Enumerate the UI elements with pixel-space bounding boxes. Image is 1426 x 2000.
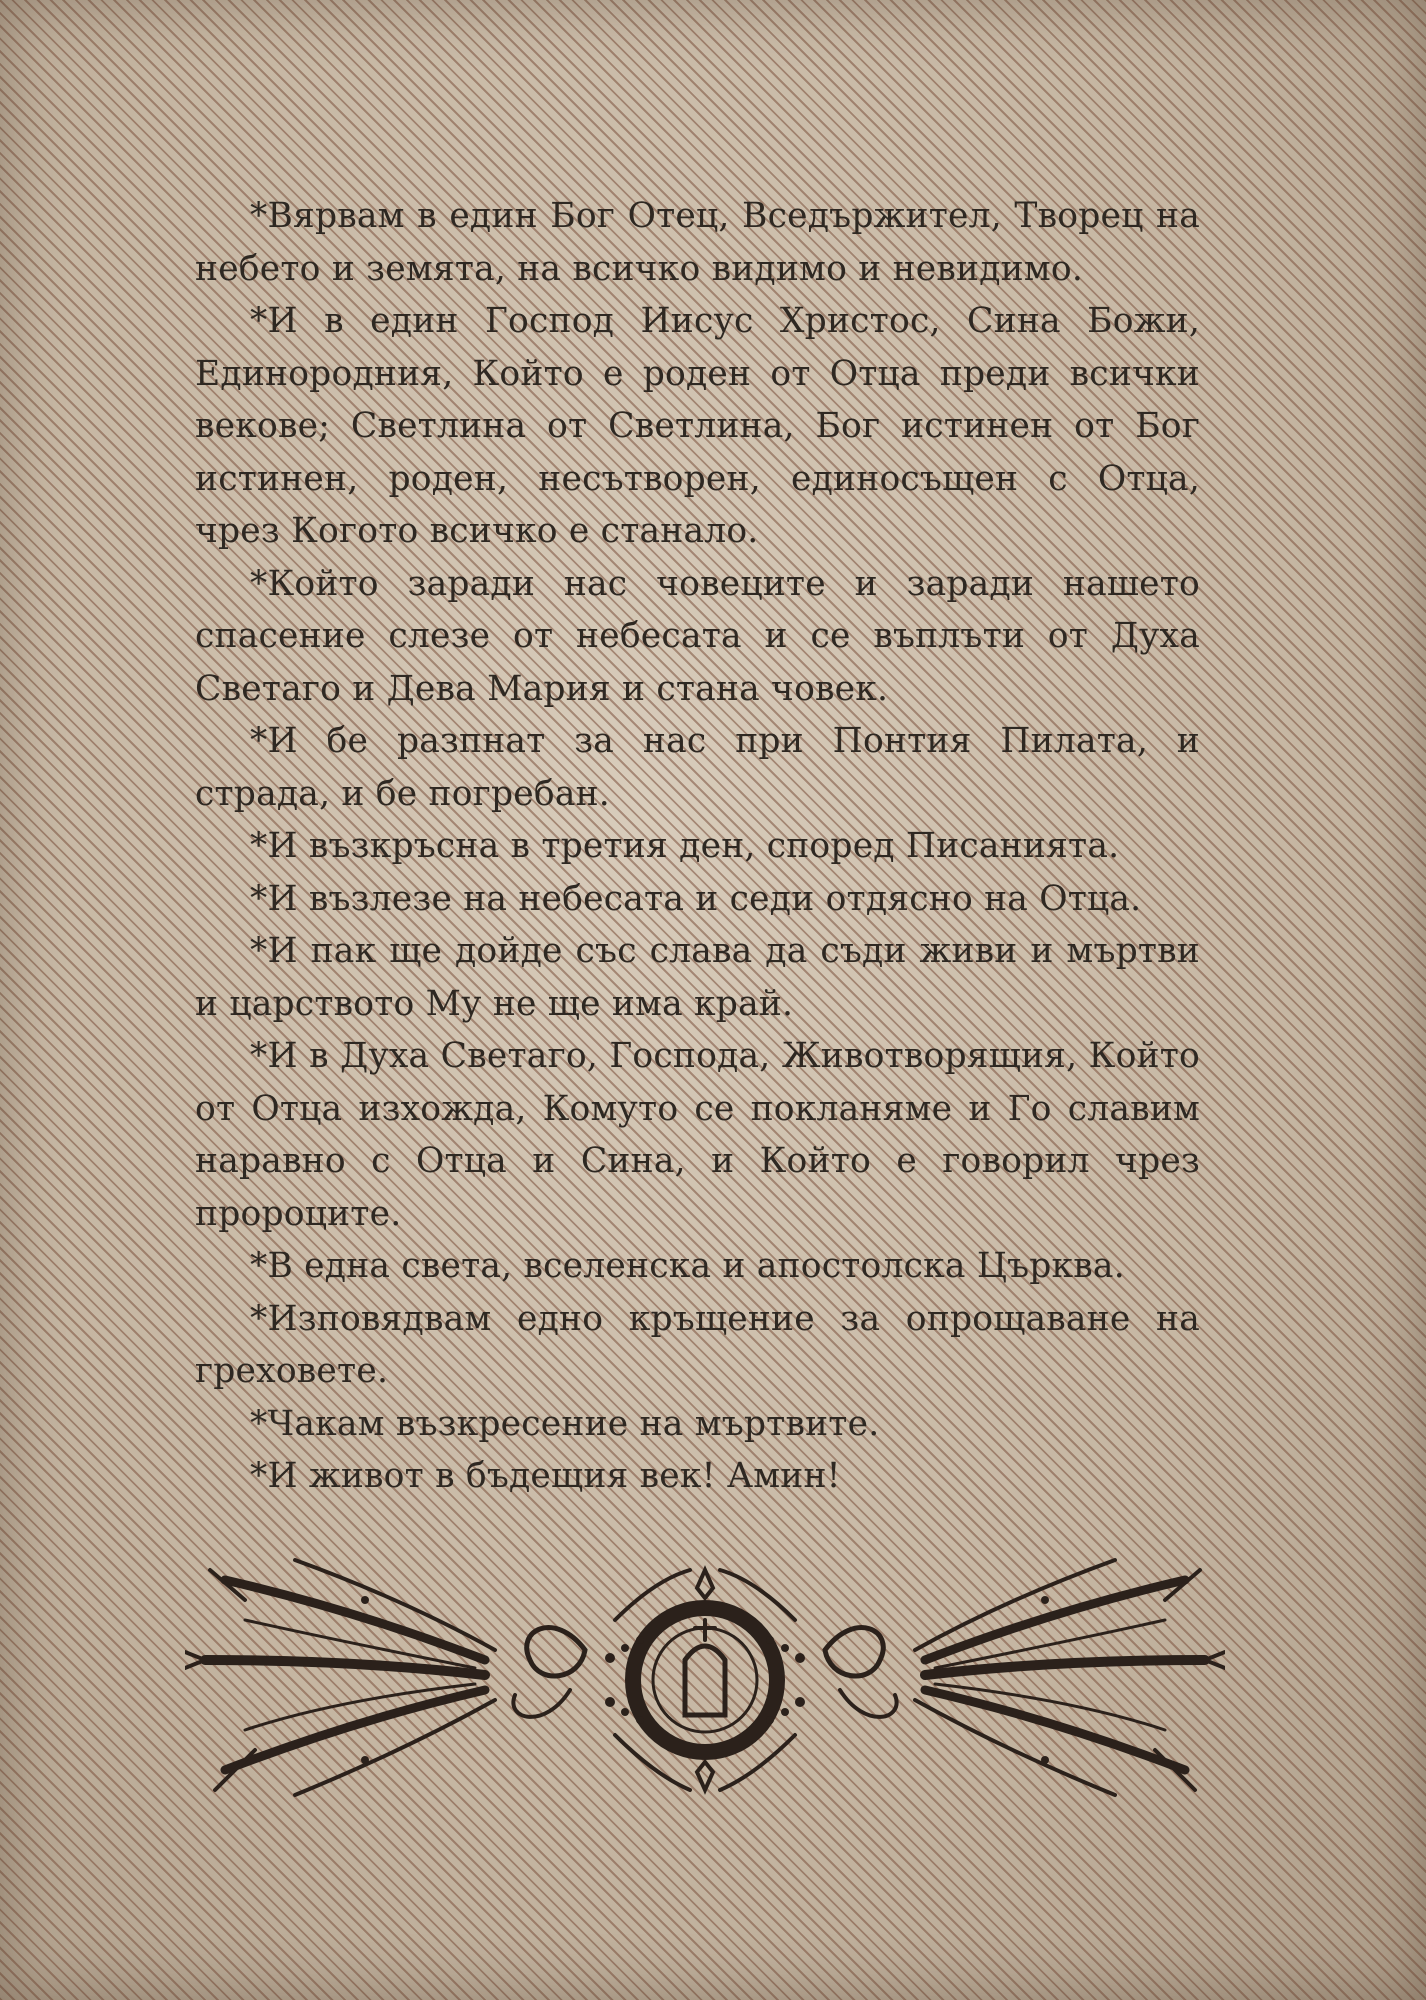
creed-paragraph: *И в Духа Светаго, Господа, Животворящия, Който от Отца изхожда, Комуто се покланяме и Го славим наравно с Отца и Сина, и Който е говорил чрез пророците.	[195, 1036, 1200, 1234]
creed-text	[195, 190, 1200, 1503]
creed-paragraph: *Чакам възкресение на мъртвите.	[250, 1403, 880, 1444]
ornamental-cross-medallion-icon	[185, 1540, 1225, 1820]
creed-paragraph: *Вярвам в един Бог Отец, Вседържител, Творец на небето и земята, на всичко видимо и невидимо.	[195, 196, 1200, 289]
creed-paragraph: *И в един Господ Иисус Христос, Сина Божи, Единородния, Който е роден от Отца преди всички векове; Светлина от Светлина, Бог истинен от Бог истинен, роден, несътворен, единосъщен с Отца, чрез Когото всичко е станало.	[195, 301, 1200, 551]
creed-paragraph: *Изповядвам едно кръщение за опрощаване на греховете.	[195, 1298, 1200, 1391]
creed-paragraph: *И бе разпнат за нас при Понтия Пилата, и страда, и бе погребан.	[195, 721, 1200, 814]
creed-paragraph: *И живот в бъдещия век! Амин!	[250, 1456, 841, 1496]
creed-paragraph: *Който заради нас човеците и заради нашето спасение слезе от небесата и се въплъти от Духа Светаго и Дева Мария и стана човек.	[195, 563, 1200, 709]
creed-paragraph: *И възкръсна в третия ден, според Писанията.	[250, 826, 1120, 866]
creed-paragraph: *В една света, вселенска и апостолска Църква.	[250, 1246, 1125, 1286]
creed-paragraph: *И пак ще дойде със слава да съди живи и мъртви и царството Му не ще има край.	[195, 931, 1200, 1024]
creed-paragraph: *И възлезе на небесата и седи отдясно на Отца.	[250, 878, 1142, 919]
